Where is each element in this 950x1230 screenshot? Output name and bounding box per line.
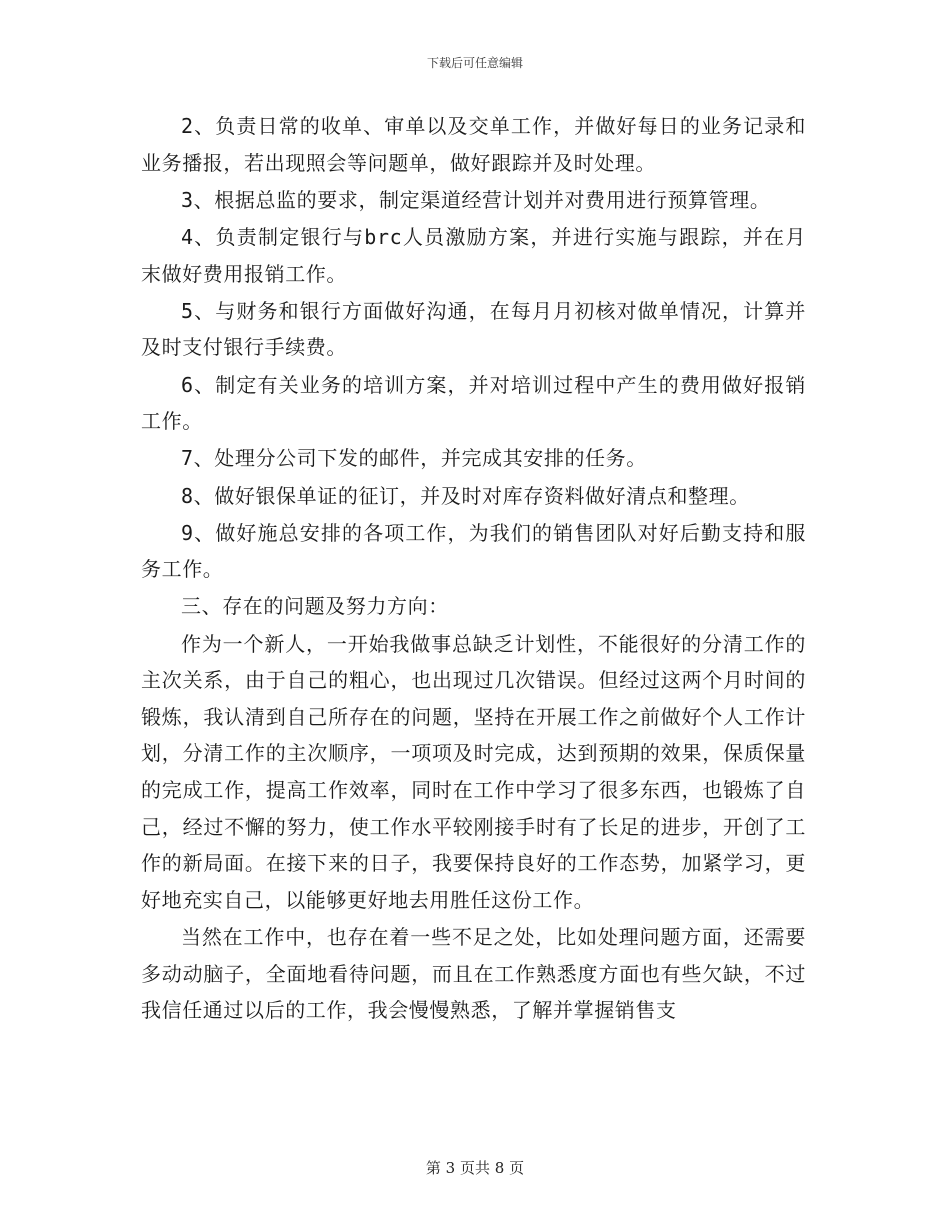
page-header: 下载后可任意编辑	[426, 56, 523, 70]
paragraph-item-7: 7、处理分公司下发的邮件，并完成其安排的任务。	[181, 446, 647, 471]
paragraph-item-6: 6、制定有关业务的培训方案，并对培训过程中产生的费用做好报销工作。	[141, 372, 806, 434]
paragraph-item-9: 9、做好施总安排的各项工作，为我们的销售团队对好后勤支持和服务工作。	[141, 520, 806, 582]
paragraph-item-4: 4、负责制定银行与brc人员激励方案，并进行实施与跟踪，并在月末做好费用报销工作。	[141, 224, 806, 286]
page-footer: 第 3 页共 8 页	[425, 1159, 525, 1177]
body-paragraph: 作为一个新人，一开始我做事总缺乏计划性，不能很好的分清工作的主次关系，由于自己的粗心，也出现过几次错误。但经过这两个月时间的锻炼，我认清到自己所存在的问题，坚持在开展工作之前做好个人工作计划，分清工作的主次顺序，一项项及时完成，达到预期的效果，保质保量的完成工作，提高工作效率，同时在工作中学习了很多东西，也锻炼了自己，经过不懈的努力，使工作水平较刚接手时有了长足的进步，开创了工作的新局面。在接下来的日子，我要保持良好的工作态势，加紧学习，更好地充实自己，以能够更好地去用胜任这份工作。	[141, 631, 806, 912]
document-body	[141, 108, 806, 1029]
paragraph-item-8: 8、做好银保单证的征订，并及时对库存资料做好清点和整理。	[181, 483, 750, 508]
section-heading: 三、存在的问题及努力方向：	[181, 594, 449, 619]
paragraph-item-3: 3、根据总监的要求，制定渠道经营计划并对费用进行预算管理。	[181, 187, 771, 212]
paragraph-item-2: 2、负责日常的收单、审单以及交单工作，并做好每日的业务记录和业务播报，若出现照会等问题单，做好跟踪并及时处理。	[141, 114, 806, 175]
body-paragraph: 当然在工作中，也存在着一些不足之处，比如处理问题方面，还需要多动动脑子，全面地看待问题，而且在工作熟悉度方面也有些欠缺，不过我信任通过以后的工作，我会慢慢熟悉，了解并掌握销售支	[141, 925, 806, 1023]
paragraph-item-5: 5、与财务和银行方面做好沟通，在每月月初核对做单情况，计算并及时支付银行手续费。	[141, 298, 806, 360]
